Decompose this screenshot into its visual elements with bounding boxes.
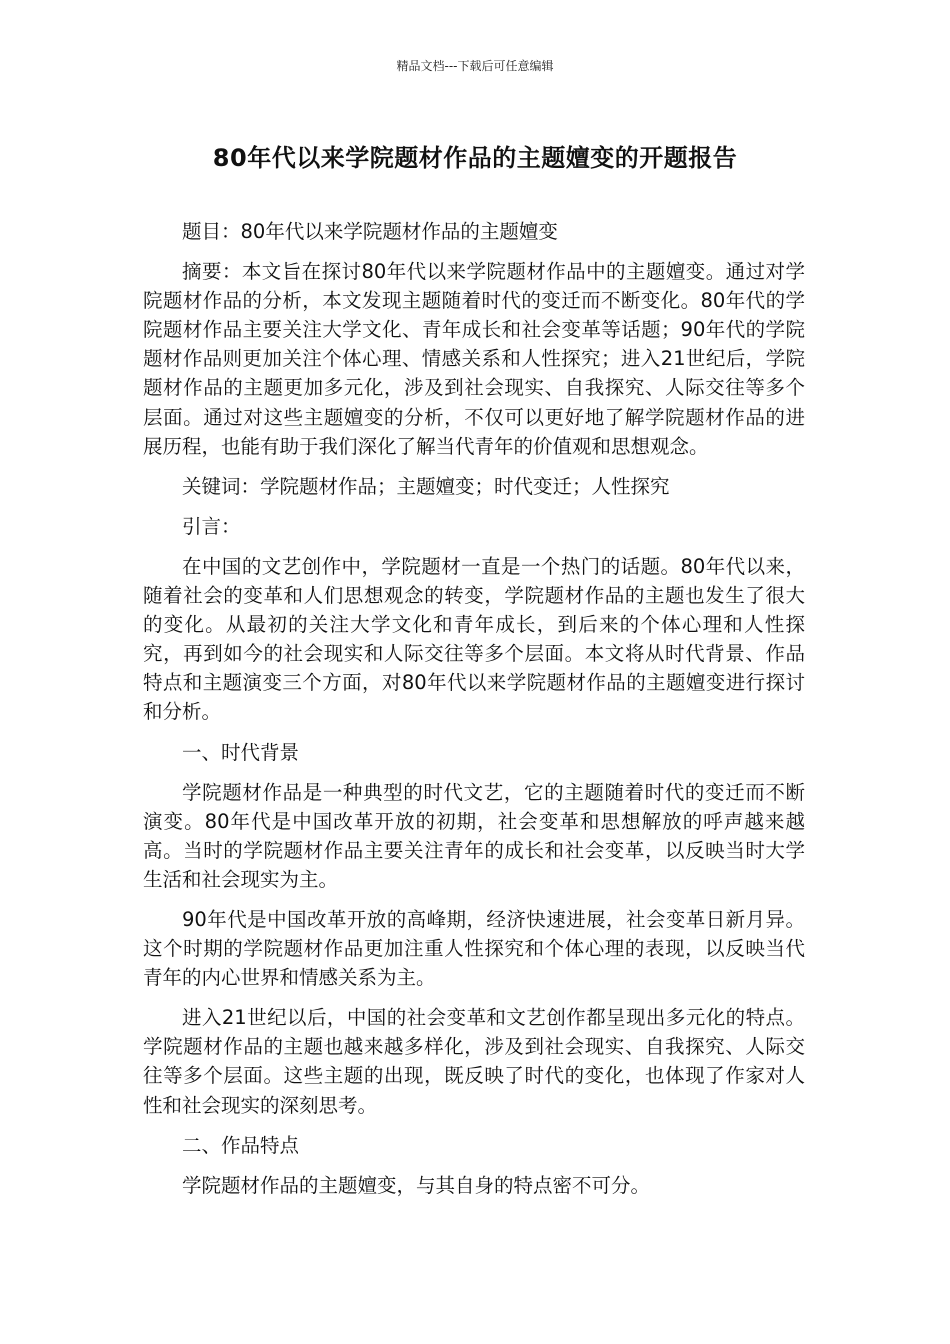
background-paragraph-21st: 进入21世纪以后，中国的社会变革和文艺创作都呈现出多元化的特点。学院题材作品的主题也越来越多样化，涉及到社会现实、自我探究、人际交往等多个层面。这些主题的出现，既反映了时代的变化，也体现了作家对人性和社会现实的深刻思考。 [143,1006,805,1117]
features-paragraph: 学院题材作品的主题嬗变，与其自身的特点密不可分。 [182,1173,651,1197]
background-paragraph-90s: 90年代是中国改革开放的高峰期，经济快速进展，社会变革日新月异。这个时期的学院题材作品更加注重人性探究和个体心理的表现，以反映当代青年的内心世界和情感关系为主。 [143,907,805,990]
page-header: 精品文档---下载后可任意编辑 [396,59,554,73]
introduction-paragraph: 在中国的文艺创作中，学院题材一直是一个热门的话题。80年代以来，随着社会的变革和人们思想观念的转变，学院题材作品的主题也发生了很大的变化。从最初的关注大学文化和青年成长，到后来的个体心理和人性探究，再到如今的社会现实和人际交往等多个层面。本文将从时代背景、作品特点和主题演变三个方面，对80年代以来学院题材作品的主题嬗变进行探讨和分析。 [143,554,805,724]
introduction-heading: 引言： [182,514,241,538]
document-body [143,217,805,1211]
section-heading-background: 一、时代背景 [182,740,300,764]
keywords-line: 关键词：学院题材作品；主题嬗变；时代变迁；人性探究 [182,474,670,498]
background-paragraph-80s: 学院题材作品是一种典型的时代文艺，它的主题随着时代的变迁而不断演变。80年代是中国改革开放的初期，社会变革和思想解放的呼声越来越高。当时的学院题材作品主要关注青年的成长和社会变革，以反映当时大学生活和社会现实为主。 [143,780,805,891]
topic-line: 题目：80年代以来学院题材作品的主题嬗变 [182,220,558,243]
section-heading-features: 二、作品特点 [182,1133,300,1157]
abstract-paragraph: 摘要：本文旨在探讨80年代以来学院题材作品中的主题嬗变。通过对学院题材作品的分析，本文发现主题随着时代的变迁而不断变化。80年代的学院题材作品主要关注大学文化、青年成长和社会变革等话题；90年代的学院题材作品则更加关注个体心理、情感关系和人性探究；进入21世纪后，学院题材作品的主题更加多元化，涉及到社会现实、自我探究、人际交往等多个层面。通过对这些主题嬗变的分析，不仅可以更好地了解学院题材作品的进展历程，也能有助于我们深化了解当代青年的价值观和思想观念。 [143,260,805,458]
document-title: 80年代以来学院题材作品的主题嬗变的开题报告 [212,144,738,172]
